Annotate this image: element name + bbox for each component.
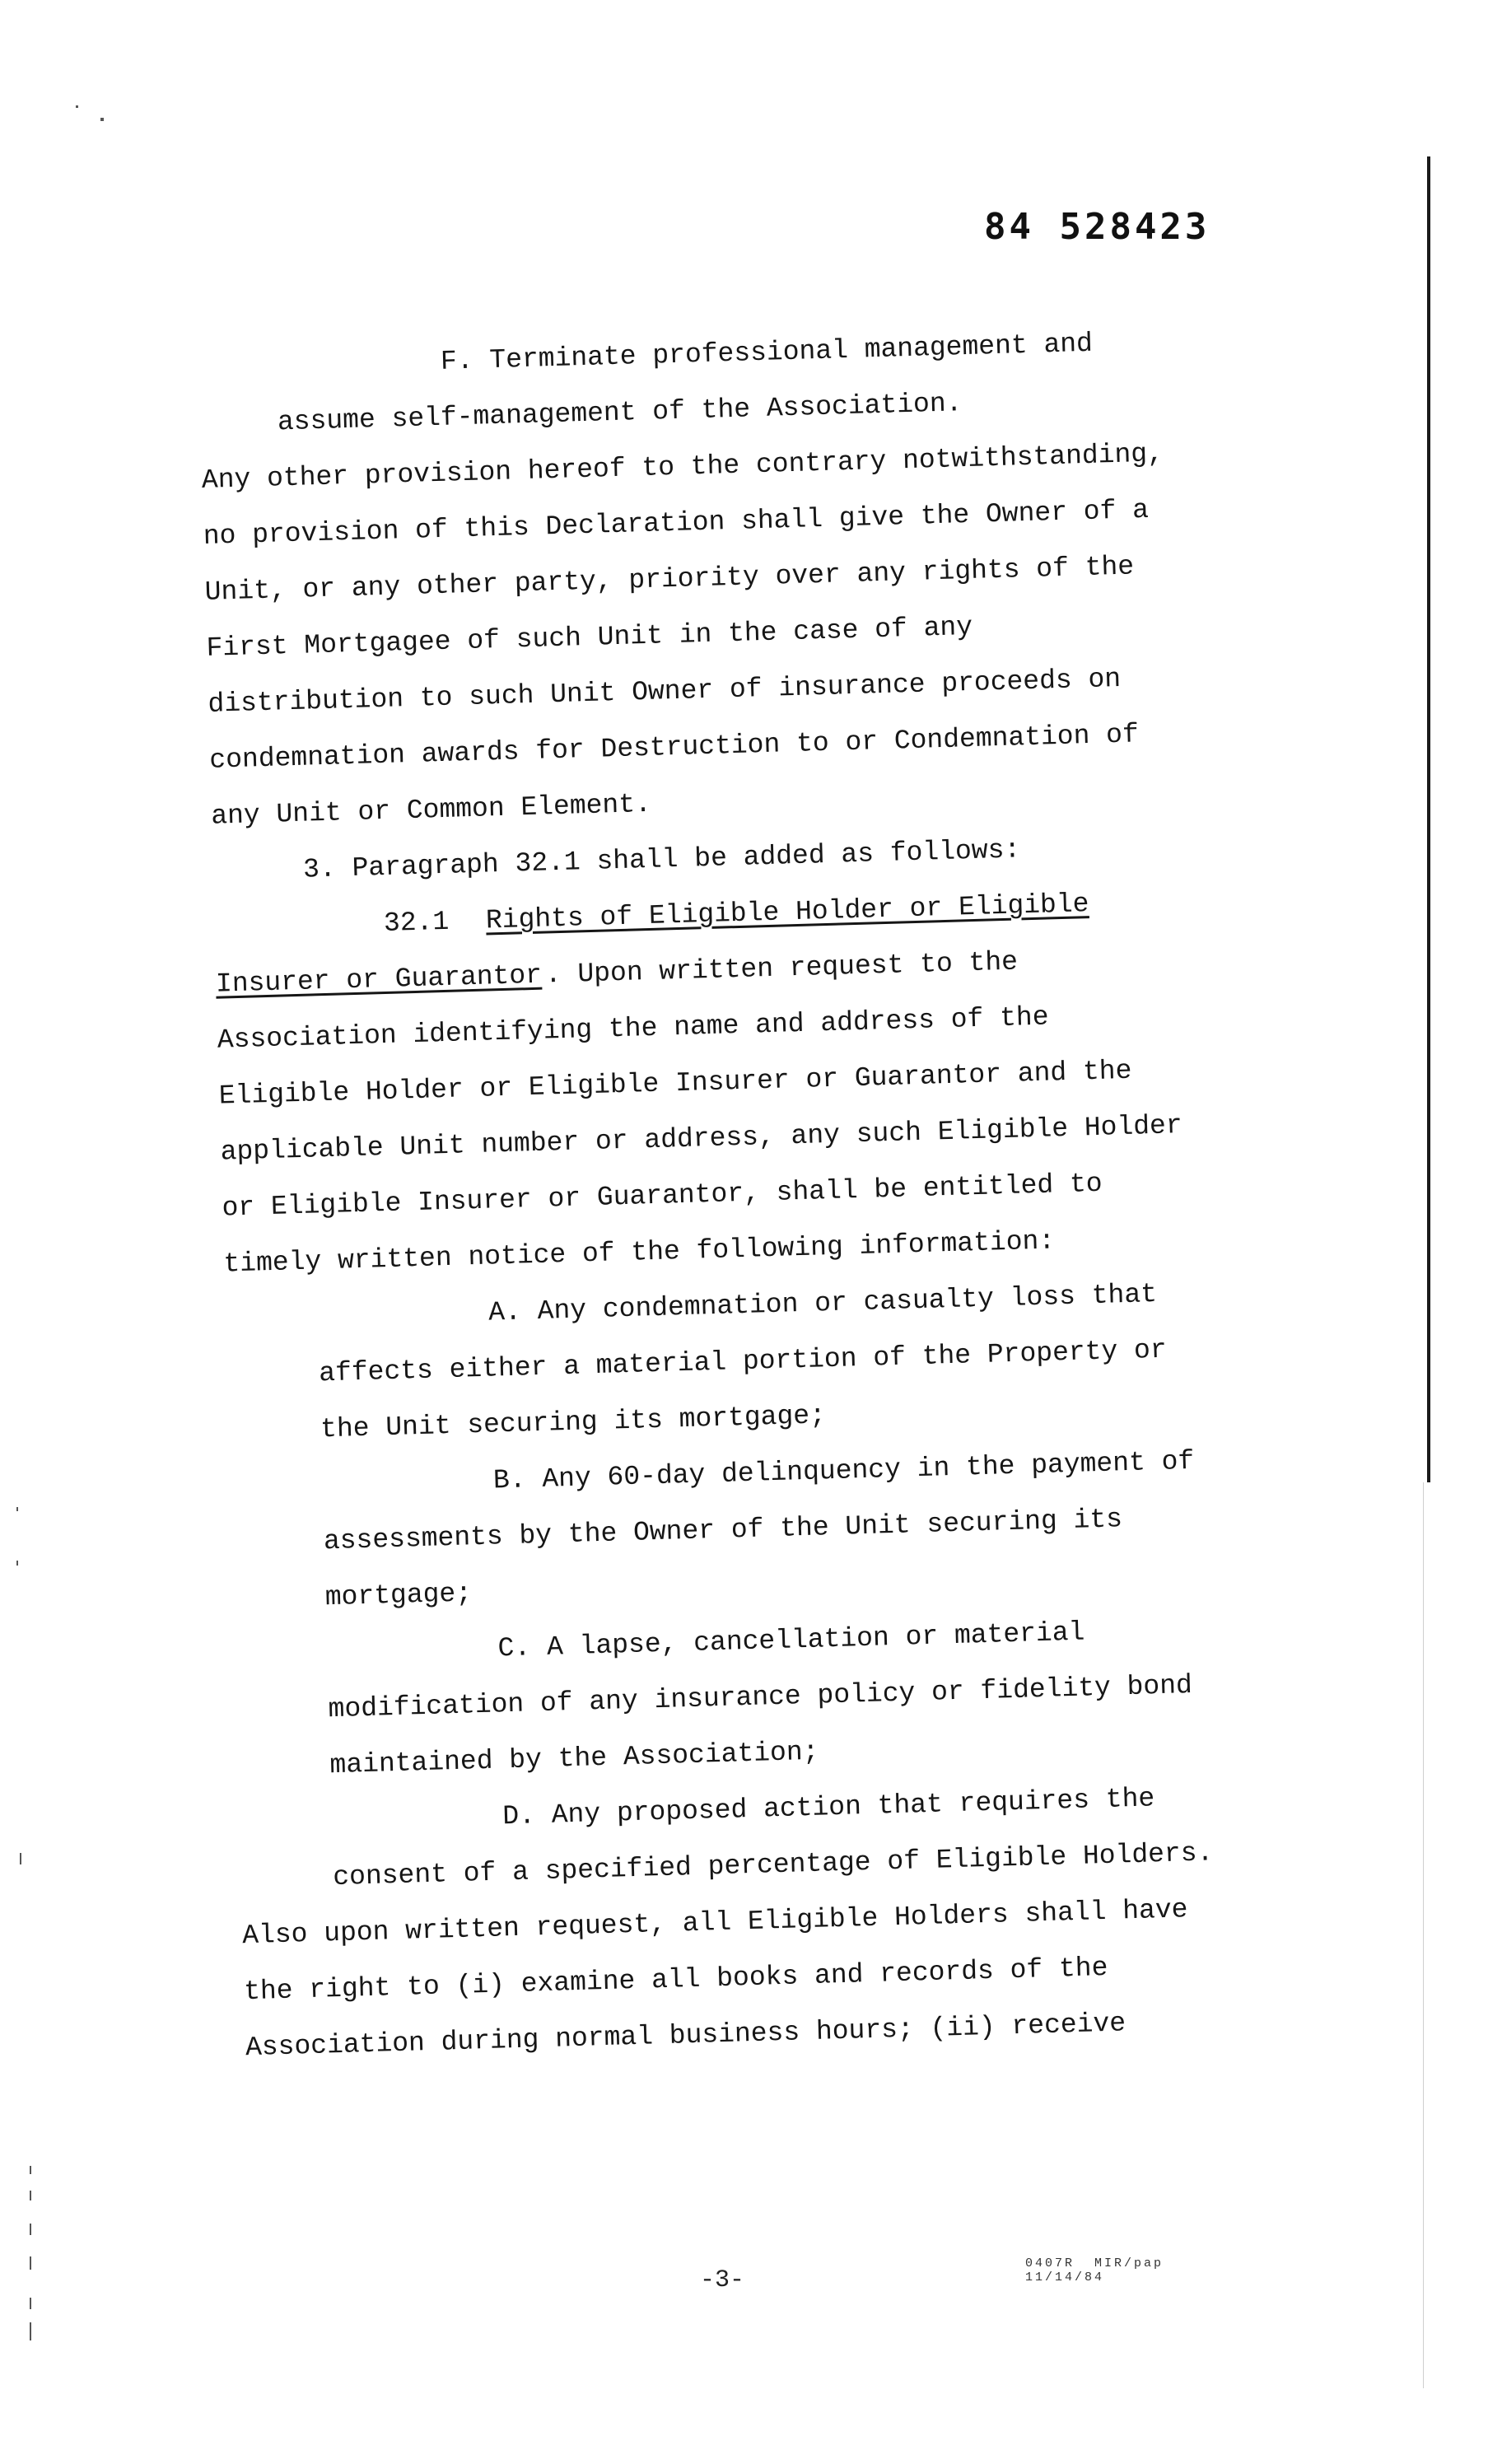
text-line: 3. Paragraph 32.1 shall be added as follows:: [302, 834, 1021, 885]
scan-mark: [30, 2298, 31, 2309]
text-line: modification of any insurance policy or fidelity bond: [328, 1669, 1193, 1725]
text-line: C. A lapse, cancellation or material: [497, 1617, 1085, 1664]
document-number: 84 528423: [984, 206, 1210, 248]
text-line: no provision of this Declaration shall give the Owner of a: [203, 494, 1150, 552]
text-line: condemnation awards for Destruction to or Condemnation of: [208, 719, 1140, 776]
text-line: Also upon written request, all Eligible Holders shall have: [241, 1894, 1188, 1952]
scan-mark: [30, 2322, 31, 2340]
text-line: 32.1: [383, 906, 450, 940]
text-line: distribution to such Unit Owner of insurance proceeds on: [208, 663, 1122, 720]
text-line: timely written notice of the following information:: [223, 1225, 1056, 1280]
text-line: Eligible Holder or Eligible Insurer or Guarantor and the: [218, 1055, 1132, 1112]
text-line: assume self-management of the Association.: [277, 388, 963, 438]
text-line: B. Any 60-day delinquency in the payment of: [492, 1445, 1195, 1496]
margin-line: [1423, 1482, 1424, 2388]
text-line: the right to (i) examine all books and records of the: [243, 1952, 1108, 2008]
section-heading: Rights of Eligible Holder or Eligible: [485, 889, 1089, 936]
text-line: affects either a material portion of the Property or: [318, 1334, 1168, 1389]
scan-mark: [20, 1853, 21, 1864]
text-line: Association identifying the name and address of the: [217, 1001, 1050, 1056]
text-line: consent of a specified percentage of Eligible Holders.: [332, 1837, 1214, 1893]
text-line: mortgage;: [324, 1578, 473, 1613]
text-line: assessments by the Owner of the Unit securing its: [323, 1504, 1123, 1557]
text-line: D. Any proposed action that requires the: [501, 1783, 1155, 1832]
scan-mark: [16, 1507, 18, 1511]
scan-mark: [16, 1561, 18, 1566]
text-line: . Upon written request to the: [544, 946, 1019, 991]
text-line: A. Any condemnation or casualty loss that: [487, 1278, 1158, 1328]
text-line: maintained by the Association;: [329, 1736, 819, 1781]
scan-mark: [30, 2256, 31, 2270]
scan-mark: [100, 118, 104, 121]
text-line: or Eligible Insurer or Guarantor, shall be entitled to: [222, 1168, 1103, 1224]
text-line: First Mortgagee of such Unit in the case of any: [206, 611, 973, 664]
file-reference: 0407R MIR/pap 11/14/84: [1025, 2256, 1164, 2284]
scan-mark: [30, 2166, 31, 2174]
text-line: F. Terminate professional management and: [440, 328, 1094, 377]
margin-bar: [1427, 156, 1430, 1482]
text-line: Any other provision hereof to the contrary notwithstanding,: [201, 438, 1164, 496]
page-number: -3-: [700, 2266, 745, 2294]
scan-mark: [76, 105, 78, 108]
section-heading: Insurer or Guarantor: [215, 959, 543, 1000]
text-line: Association during normal business hours; (ii) receive: [245, 2008, 1126, 2064]
scan-mark: [30, 2191, 31, 2200]
text-line: Unit, or any other party, priority over any rights of the: [204, 551, 1135, 608]
text-line: applicable Unit number or address, any such Eligible Holder: [220, 1110, 1183, 1168]
scan-mark: [30, 2224, 31, 2235]
text-line: the Unit securing its mortgage;: [320, 1400, 827, 1445]
text-line: any Unit or Common Element.: [210, 788, 652, 832]
